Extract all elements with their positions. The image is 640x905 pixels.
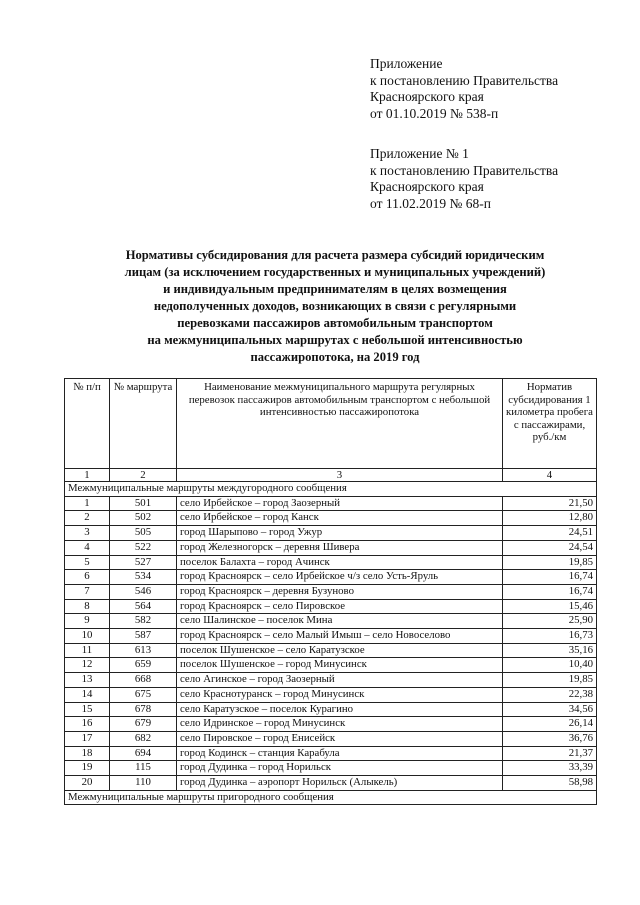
title-line-6: на межмуниципальных маршрутах с небольшой интенсивностью xyxy=(147,333,523,347)
row-number: 19 xyxy=(65,761,110,776)
section-title: Межмуниципальные маршруты междугородного сообщения xyxy=(65,482,597,497)
route-number: 678 xyxy=(110,702,177,717)
route-number: 659 xyxy=(110,658,177,673)
table-row xyxy=(65,496,597,511)
column-number-row xyxy=(65,469,597,482)
table-row xyxy=(65,731,597,746)
subsidy-norms-table xyxy=(64,378,597,805)
route-name: город Красноярск – село Ирбейское ч/з село Усть-Яруль xyxy=(177,570,503,585)
route-number: 668 xyxy=(110,673,177,688)
route-name: село Идринское – город Минусинск xyxy=(177,717,503,732)
route-name: село Агинское – город Заозерный xyxy=(177,673,503,688)
row-number: 11 xyxy=(65,643,110,658)
row-number: 4 xyxy=(65,540,110,555)
subsidy-norm: 25,90 xyxy=(503,614,597,629)
column-number: 3 xyxy=(177,469,503,482)
title-line-2: лицам (за исключением государственных и муниципальных учреждений) xyxy=(124,265,546,279)
appendix-2-line-1: Приложение № 1 xyxy=(370,146,469,161)
route-number: 582 xyxy=(110,614,177,629)
appendix-1-line-2: к постановлению Правительства xyxy=(370,72,559,88)
row-number: 3 xyxy=(65,526,110,541)
row-number: 6 xyxy=(65,570,110,585)
appendix-1-line-1: Приложение xyxy=(370,56,443,71)
route-number: 675 xyxy=(110,687,177,702)
table-row xyxy=(65,761,597,776)
header-num: № п/п xyxy=(65,379,110,469)
title-line-1: Нормативы субсидирования для расчета размера субсидий юридическим xyxy=(125,248,545,262)
route-number: 110 xyxy=(110,776,177,791)
section-title: Межмуниципальные маршруты пригородного сообщения xyxy=(65,790,597,805)
subsidy-norm: 16,74 xyxy=(503,570,597,585)
route-name: город Красноярск – деревня Бузуново xyxy=(177,584,503,599)
appendix-block-2 xyxy=(370,146,558,212)
title-line-4: недополученных доходов, возникающих в связи с регулярными xyxy=(153,299,517,313)
route-name: город Дудинка – город Норильск xyxy=(177,761,503,776)
title-line-7: пассажиропотока, на 2019 год xyxy=(250,350,420,364)
subsidy-norm: 26,14 xyxy=(503,717,597,732)
route-name: село Пировское – город Енисейск xyxy=(177,731,503,746)
table-row xyxy=(65,776,597,791)
table-row xyxy=(65,629,597,644)
route-number: 534 xyxy=(110,570,177,585)
row-number: 13 xyxy=(65,673,110,688)
title-line-5: перевозками пассажиров автомобильным транспортом xyxy=(177,316,493,330)
table-row xyxy=(65,702,597,717)
row-number: 2 xyxy=(65,511,110,526)
subsidy-norm: 10,40 xyxy=(503,658,597,673)
subsidy-norm: 16,74 xyxy=(503,584,597,599)
column-number: 1 xyxy=(65,469,110,482)
route-name: поселок Шушенское – город Минусинск xyxy=(177,658,503,673)
route-number: 527 xyxy=(110,555,177,570)
subsidy-norm: 24,54 xyxy=(503,540,597,555)
table-row xyxy=(65,511,597,526)
appendix-block-1 xyxy=(370,56,558,122)
route-name: город Дудинка – аэропорт Норильск (Алыкель) xyxy=(177,776,503,791)
table-row xyxy=(65,717,597,732)
column-number: 2 xyxy=(110,469,177,482)
row-number: 1 xyxy=(65,496,110,511)
route-number: 682 xyxy=(110,731,177,746)
route-name: село Шалинское – поселок Мина xyxy=(177,614,503,629)
row-number: 20 xyxy=(65,776,110,791)
row-number: 8 xyxy=(65,599,110,614)
row-number: 5 xyxy=(65,555,110,570)
header-norm: Норматив субсидирования 1 километра пробега с пассажирами, руб./км xyxy=(503,379,597,469)
section-row-intercity xyxy=(65,482,597,497)
table-row xyxy=(65,643,597,658)
route-name: поселок Балахта – город Ачинск xyxy=(177,555,503,570)
route-number: 564 xyxy=(110,599,177,614)
route-name: город Кодинск – станция Карабула xyxy=(177,746,503,761)
route-name: село Ирбейское – город Заозерный xyxy=(177,496,503,511)
subsidy-norm: 22,38 xyxy=(503,687,597,702)
row-number: 18 xyxy=(65,746,110,761)
subsidy-norm: 21,37 xyxy=(503,746,597,761)
route-name: село Каратузское – поселок Курагино xyxy=(177,702,503,717)
appendix-1-line-4: от 01.10.2019 № 538-п xyxy=(370,105,499,121)
appendix-2-line-4: от 11.02.2019 № 68-п xyxy=(370,195,491,211)
row-number: 14 xyxy=(65,687,110,702)
route-number: 505 xyxy=(110,526,177,541)
route-name: город Железногорск – деревня Шивера xyxy=(177,540,503,555)
table-row xyxy=(65,658,597,673)
table-row xyxy=(65,673,597,688)
route-name: поселок Шушенское – село Каратузское xyxy=(177,643,503,658)
route-name: село Краснотуранск – город Минусинск xyxy=(177,687,503,702)
subsidy-norm: 16,73 xyxy=(503,629,597,644)
appendix-2-line-3: Красноярского края xyxy=(370,179,484,194)
document-title xyxy=(70,247,600,366)
subsidy-norm: 34,56 xyxy=(503,702,597,717)
route-number: 587 xyxy=(110,629,177,644)
row-number: 15 xyxy=(65,702,110,717)
row-number: 16 xyxy=(65,717,110,732)
row-number: 7 xyxy=(65,584,110,599)
header-name: Наименование межмуниципального маршрута регулярных перевозок пассажиров автомобильным транспортом с небольшой интенсивностью пассажиропотока xyxy=(177,379,503,469)
subsidy-norm: 36,76 xyxy=(503,731,597,746)
table-header-row xyxy=(65,379,597,469)
subsidy-norm: 19,85 xyxy=(503,555,597,570)
subsidy-norm: 58,98 xyxy=(503,776,597,791)
subsidy-norm: 12,80 xyxy=(503,511,597,526)
table-row xyxy=(65,614,597,629)
row-number: 17 xyxy=(65,731,110,746)
header-route: № маршрута xyxy=(110,379,177,469)
subsidy-norm: 24,51 xyxy=(503,526,597,541)
row-number: 10 xyxy=(65,629,110,644)
route-name: город Красноярск – село Пировское xyxy=(177,599,503,614)
table-row xyxy=(65,570,597,585)
route-number: 501 xyxy=(110,496,177,511)
table-row xyxy=(65,746,597,761)
subsidy-norm: 19,85 xyxy=(503,673,597,688)
appendix-2-line-2: к постановлению Правительства xyxy=(370,162,559,178)
table-row xyxy=(65,526,597,541)
row-number: 9 xyxy=(65,614,110,629)
row-number: 12 xyxy=(65,658,110,673)
table-row xyxy=(65,599,597,614)
appendix-1-line-3: Красноярского края xyxy=(370,89,484,104)
subsidy-norm: 35,16 xyxy=(503,643,597,658)
route-number: 115 xyxy=(110,761,177,776)
subsidy-norm: 15,46 xyxy=(503,599,597,614)
section-row-suburban xyxy=(65,790,597,805)
route-number: 679 xyxy=(110,717,177,732)
subsidy-norm: 33,39 xyxy=(503,761,597,776)
column-number: 4 xyxy=(503,469,597,482)
table-row xyxy=(65,687,597,702)
table-row xyxy=(65,584,597,599)
route-number: 522 xyxy=(110,540,177,555)
title-line-3: и индивидуальным предпринимателям в целях возмещения xyxy=(163,282,507,296)
route-name: город Красноярск – село Малый Имыш – село Новоселово xyxy=(177,629,503,644)
table-row xyxy=(65,540,597,555)
route-number: 694 xyxy=(110,746,177,761)
route-number: 546 xyxy=(110,584,177,599)
route-number: 502 xyxy=(110,511,177,526)
route-name: город Шарыпово – город Ужур xyxy=(177,526,503,541)
table-row xyxy=(65,555,597,570)
route-name: село Ирбейское – город Канск xyxy=(177,511,503,526)
route-number: 613 xyxy=(110,643,177,658)
subsidy-norm: 21,50 xyxy=(503,496,597,511)
